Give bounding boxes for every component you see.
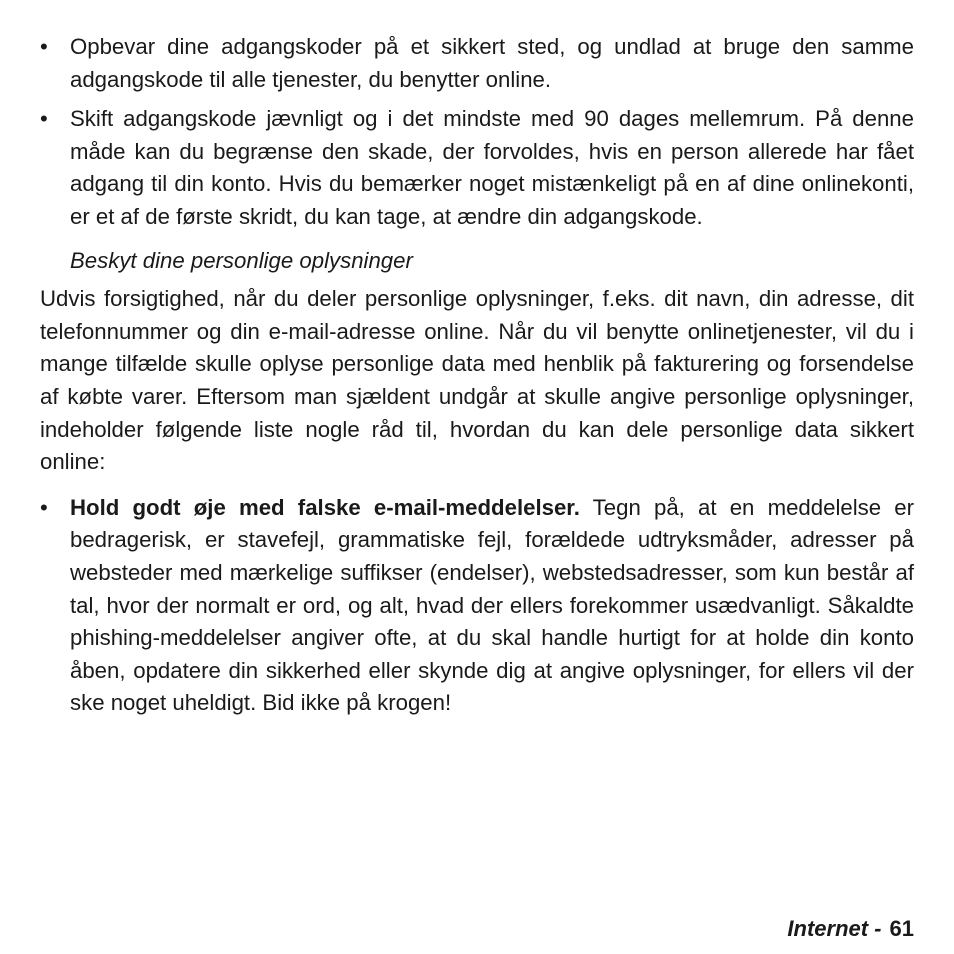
bullet-icon: • [40, 494, 48, 520]
list-item [40, 31, 914, 96]
bullet-icon: • [40, 106, 48, 132]
list-item-text: Opbevar dine adgangskoder på et sikkert sted, og undlad at bruge den samme adgangskode til alle tjenester, du benytter online. [70, 34, 914, 92]
bullet-icon: • [40, 34, 48, 59]
footer-section-label: Internet - [787, 916, 882, 941]
top-bullet-list [40, 31, 914, 234]
page-content [40, 31, 914, 727]
list-item-text: Tegn på, at en meddelelse er bedragerisk, er stavefejl, grammatiske fejl, forældede udtryksmåder, adresser på websteder med mærkelige suffikser (endelser), webstedsadresser, som kun består af tal, hvor der normalt er ord, og alt, hvad der ellers forekommer usædvanligt. Såkaldte phishing-meddelelser angiver ofte, at du skal handle hurtigt for at holde din konto åben, opdatere din sikkerhed eller skynde dig at angive oplysninger, for ellers vil der ske noget uheldigt. Bid ikke på krogen! [70, 494, 914, 716]
bottom-bullet-list [40, 492, 914, 720]
list-item-text: Skift adgangskode jævnligt og i det mindste med 90 dages mellemrum. På denne måde kan du begrænse den skade, der forvoldes, hvis en person allerede har fået adgang til din konto. Hvis du bemærker noget mistænkeligt på en af dine onlinekonti, er et af de første skridt, du kan tage, at ændre din adgangskode. [70, 106, 914, 229]
page-footer [787, 913, 914, 945]
section-subheading: Beskyt dine personlige oplysninger [70, 247, 413, 273]
list-item [40, 103, 914, 233]
list-item [40, 492, 914, 720]
body-paragraph: Udvis forsigtighed, når du deler personlige oplysninger, f.eks. dit navn, din adresse, dit telefonnummer og din e-mail-adresse online. Når du vil benytte onlinetjenester, vil du i mange tilfælde skulle oplyse personlige data med henblik på fakturering og forsendelse af købte varer. Eftersom man sjældent undgår at skulle angive personlige oplysninger, indeholder følgende liste nogle råd til, hvordan du kan dele personlige data sikkert online: [40, 286, 914, 475]
list-item-lead: Hold godt øje med falske e-mail-meddelelser. [70, 494, 580, 520]
page-number: 61 [889, 916, 914, 941]
